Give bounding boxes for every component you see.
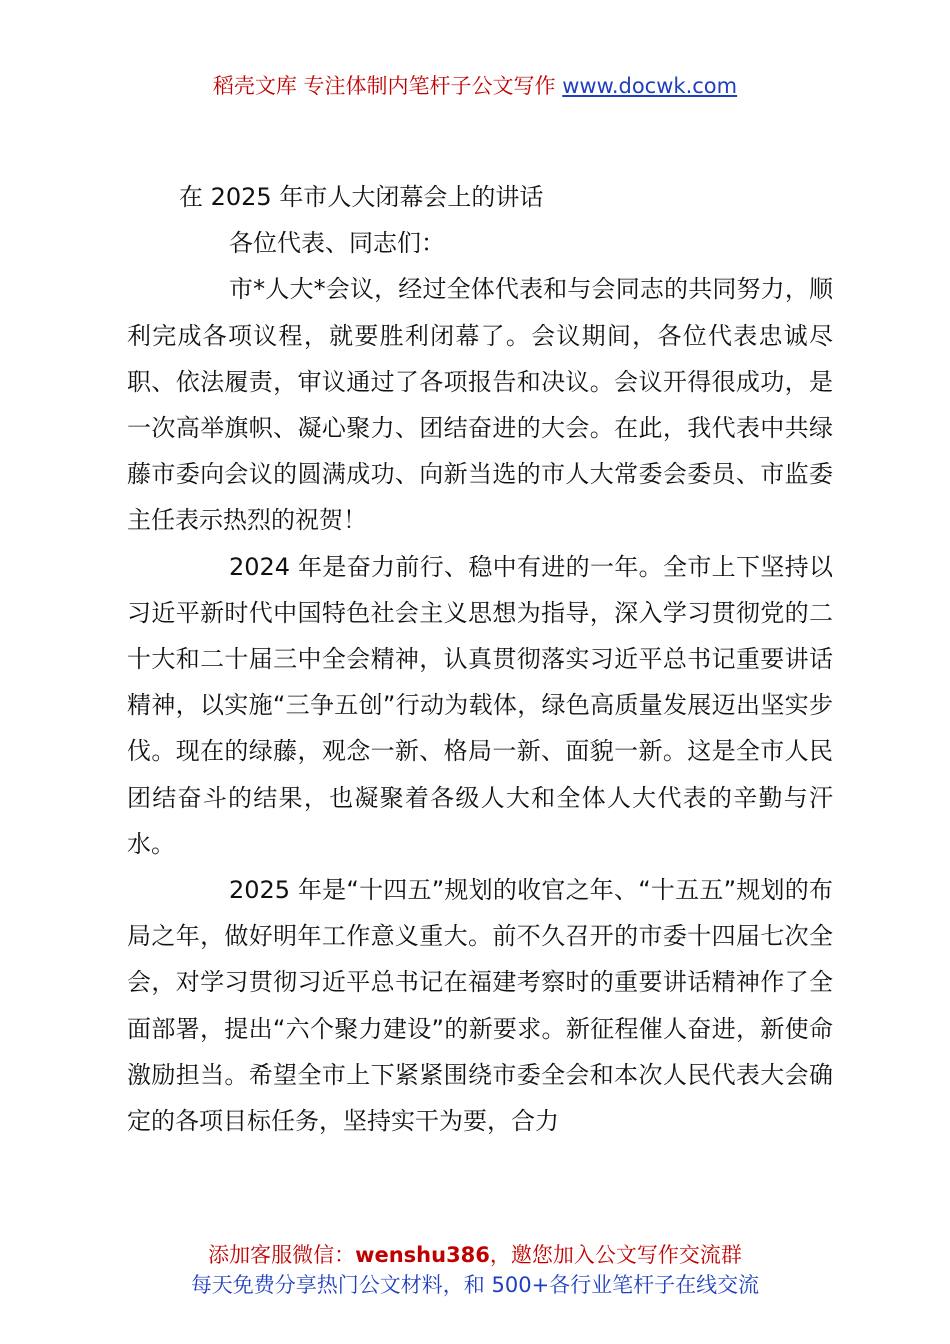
document-body [127,174,833,1144]
paragraph-3: 2025 年是“十四五”规划的收官之年、“十五五”规划的布局之年，做好明年工作意义重大。前不久召开的市委十四届七次全会，对学习贯彻习近平总书记在福建考察时的重要讲话精神作了全面部署，提出“六个聚力建设”的新要求。新征程催人奋进，新使命激励担当。希望全市上下紧紧围绕市委全会和本次人民代表大会确定的各项目标任务，坚持实干为要，合力 [127,876,833,1136]
footer-contact-line [0,1240,950,1270]
footer-wechat-id: wenshu386 [355,1243,490,1267]
page-footer [0,1240,950,1300]
document-salutation: 各位代表、同志们： [229,229,445,258]
footer-share-line: 每天免费分享热门公文材料，和 500+各行业笔杆子在线交流 [190,1273,760,1297]
footer-wechat-suffix: ，邀您加入公文写作交流群 [489,1243,742,1267]
header-site-text: 稻壳文库 专注体制内笔杆子公文写作 [212,74,563,98]
header-site-link[interactable]: www.docwk.com [562,74,738,98]
paragraph-1: 市*人大*会议，经过全体代表和与会同志的共同努力，顺利完成各项议程，就要胜利闭幕了。会议期间，各位代表忠诚尽职、依法履责，审议通过了各项报告和决议。会议开得很成功，是一次高举旗帜、凝心聚力、团结奋进的大会。在此，我代表中共绿藤市委向会议的圆满成功、向新当选的市人大常委会委员、市监委主任表示热烈的祝贺！ [127,275,833,535]
paragraph-2: 2024 年是奋力前行、稳中有进的一年。全市上下坚持以习近平新时代中国特色社会主义思想为指导，深入学习贯彻党的二十大和二十届三中全会精神，认真贯彻落实习近平总书记重要讲话精神，以实施“三争五创”行动为载体，绿色高质量发展迈出坚实步伐。现在的绿藤，观念一新、格局一新、面貌一新。这是全市人民团结奋斗的结果，也凝聚着各级人大和全体人大代表的辛勤与汗水。 [127,552,833,858]
footer-wechat-prefix: 添加客服微信： [208,1243,356,1267]
page-header [0,70,950,100]
document-title: 在 2025 年市人大闭幕会上的讲话 [179,183,544,211]
